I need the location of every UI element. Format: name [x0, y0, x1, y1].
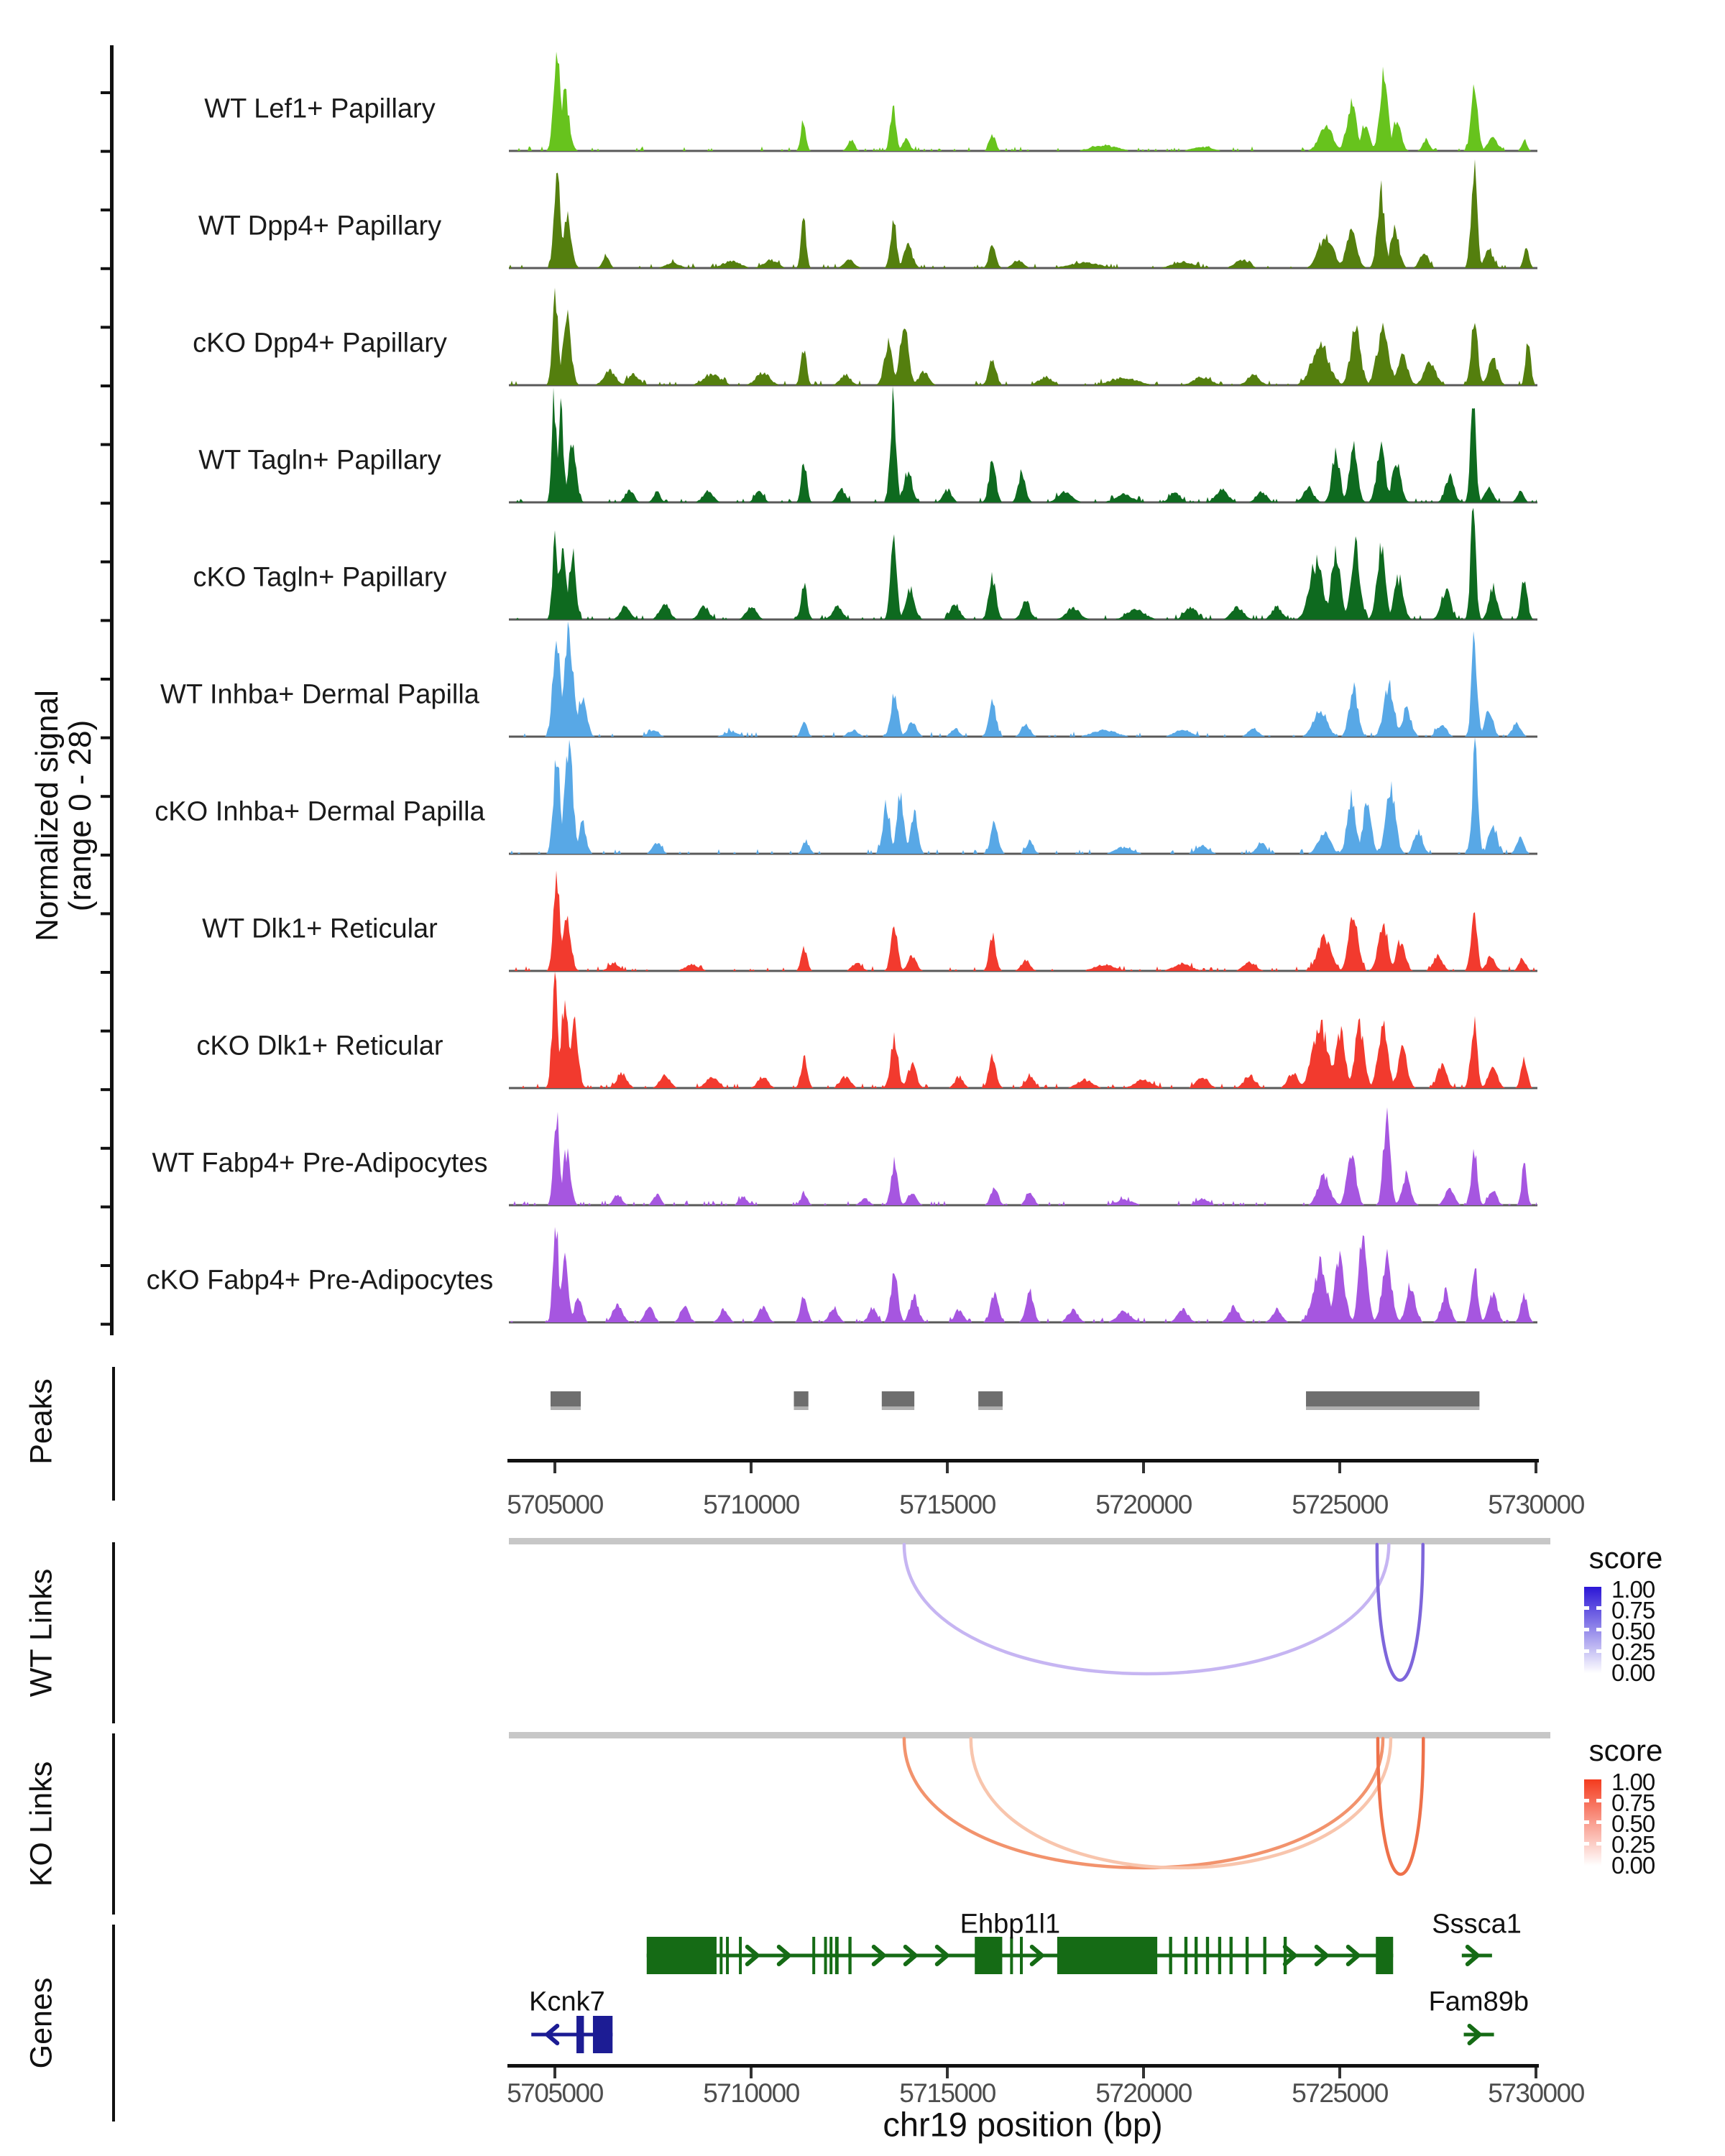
gene-exon: [1184, 1937, 1187, 1974]
ko-legend-tick-label: 0.75: [1611, 1789, 1655, 1816]
gene-exon: [835, 1937, 839, 1974]
axis-tick: [101, 971, 112, 974]
wt-legend-tick-label: 0.75: [1611, 1597, 1655, 1623]
wt-axis-bar: [509, 1538, 1550, 1544]
position-axis-line: [507, 1459, 1539, 1462]
gene-exon: [576, 2016, 584, 2053]
axis-tick-label: 5715000: [899, 2078, 995, 2108]
axis-tick-label: 5705000: [507, 2078, 603, 2108]
ko-link-arc: [971, 1738, 1391, 1868]
axis-tick: [101, 737, 112, 740]
gene-label: Sssca1: [1432, 1909, 1522, 1940]
coverage-area: [509, 508, 1537, 619]
wt-link-arc: [904, 1544, 1389, 1674]
axis-tick: [553, 1462, 556, 1473]
gene-exon: [593, 2016, 612, 2053]
gene-exon: [1264, 1937, 1266, 1974]
axis-tick: [101, 267, 112, 270]
gene-exon: [1169, 1937, 1172, 1974]
axis-tick: [101, 1088, 112, 1091]
track-label: cKO Dpp4+ Papillary: [193, 328, 447, 359]
gene-exon: [647, 1937, 717, 1974]
axis-tick: [101, 1323, 112, 1326]
gene-exon: [829, 1937, 832, 1974]
peak-box: [978, 1391, 1003, 1406]
axis-tick: [101, 619, 112, 622]
peak-box-shadow: [978, 1406, 1003, 1410]
axis-tick-label: 5720000: [1095, 2078, 1192, 2108]
wt-score-legend-title: score: [1588, 1541, 1663, 1575]
axis-tick: [553, 2068, 556, 2078]
ko-legend-tick-label: 0.50: [1611, 1810, 1655, 1837]
track-label: WT Dlk1+ Reticular: [202, 913, 438, 944]
axis-tick-label: 5710000: [703, 1490, 799, 1519]
gene-exon: [1230, 1937, 1233, 1974]
axis-tick: [1142, 1462, 1145, 1473]
gene-exon: [726, 1937, 729, 1974]
track-label: cKO Fabp4+ Pre-Adipocytes: [146, 1265, 494, 1296]
track-label: WT Fabp4+ Pre-Adipocytes: [152, 1148, 488, 1179]
axis-tick: [946, 1462, 949, 1473]
ko-links-section-text: KO Links: [24, 1761, 59, 1887]
gene-exon: [824, 1937, 827, 1974]
ko-legend-tick-label: 0.25: [1611, 1831, 1655, 1858]
gene-label: Kcnk7: [529, 1986, 605, 2017]
coverage-area: [509, 1227, 1537, 1322]
peak-box: [1306, 1391, 1479, 1406]
coverage-area: [509, 160, 1537, 268]
axis-tick: [101, 1147, 112, 1150]
coverage-area: [509, 52, 1537, 151]
axis-tick: [101, 384, 112, 387]
ko-link-arc: [1378, 1738, 1423, 1874]
ko-legend-tick-label: 1.00: [1611, 1769, 1655, 1795]
axis-tick: [750, 1462, 753, 1473]
gene-exon: [1020, 1937, 1023, 1974]
axis-tick: [101, 502, 112, 505]
ko-bracket-line: [112, 1733, 115, 1915]
ko-score-legend-title: score: [1588, 1733, 1663, 1767]
wt-links-section-text: WT Links: [24, 1568, 59, 1697]
wt-legend-tick-label: 1.00: [1611, 1576, 1655, 1603]
gene-exon: [1206, 1937, 1209, 1974]
axis-tick-label: 5730000: [1488, 2078, 1584, 2108]
axis-tick: [101, 1264, 112, 1267]
gene-exon: [1195, 1937, 1197, 1974]
tracks-axis-line: [110, 45, 114, 1335]
ko-axis-bar: [509, 1732, 1550, 1738]
axis-tick: [1338, 2068, 1341, 2078]
axis-tick: [101, 1030, 112, 1033]
coverage-area: [509, 287, 1537, 385]
axis-tick: [750, 2068, 753, 2078]
gene-exon: [739, 1937, 742, 1974]
ko-legend-tick-label: 0.00: [1611, 1852, 1655, 1879]
wt-legend-tick-label: 0.50: [1611, 1618, 1655, 1644]
genes-bracket-line: [112, 1925, 115, 2122]
peak-box-shadow: [882, 1406, 914, 1410]
axis-tick: [946, 2068, 949, 2078]
gene-exon: [1057, 1937, 1157, 1974]
peak-box: [882, 1391, 914, 1406]
axis-tick: [101, 1205, 112, 1208]
axis-tick-label: 5710000: [703, 2078, 799, 2108]
gene-label: Fam89b: [1428, 1986, 1529, 2017]
peaks-bracket-line: [112, 1367, 115, 1501]
peaks-section-text: Peaks: [24, 1378, 59, 1465]
peak-box-shadow: [551, 1406, 581, 1410]
track-label: cKO Inhba+ Dermal Papilla: [155, 796, 485, 827]
axis-tick: [101, 443, 112, 446]
x-axis-title: chr19 position (bp): [883, 2105, 1163, 2144]
axis-tick: [101, 91, 112, 94]
ko-link-arc: [904, 1738, 1383, 1868]
axis-tick: [1535, 2068, 1537, 2078]
coverage-area: [509, 386, 1537, 502]
peak-box: [794, 1391, 809, 1406]
gene-exon: [1218, 1937, 1221, 1974]
gene-exon: [1284, 1937, 1287, 1974]
axis-tick-label: 5705000: [507, 1490, 603, 1519]
axis-tick-label: 5725000: [1292, 1490, 1388, 1519]
coverage-area: [509, 972, 1537, 1088]
axis-tick: [101, 854, 112, 857]
coverage-area: [509, 622, 1537, 737]
axis-tick: [101, 795, 112, 798]
axis-tick: [101, 208, 112, 211]
axis-tick-label: 5730000: [1488, 1490, 1584, 1519]
axis-tick: [1535, 1462, 1537, 1473]
position-axis-line: [507, 2064, 1539, 2068]
track-label: cKO Tagln+ Papillary: [193, 562, 447, 593]
gene-label: Ehbp1l1: [960, 1909, 1061, 1940]
peak-box: [551, 1391, 581, 1406]
peak-box-shadow: [794, 1406, 809, 1410]
axis-tick-label: 5720000: [1095, 1490, 1192, 1519]
wt-link-arc: [1377, 1544, 1423, 1680]
gene-exon: [1376, 1937, 1393, 1974]
axis-tick: [1338, 1462, 1341, 1473]
track-label: cKO Dlk1+ Reticular: [196, 1031, 443, 1061]
wt-bracket-line: [112, 1542, 115, 1723]
genes-section-text: Genes: [24, 1977, 59, 2069]
coverage-area: [509, 870, 1537, 971]
track-label: WT Dpp4+ Papillary: [198, 211, 442, 241]
gene-exon: [812, 1937, 815, 1974]
axis-tick: [101, 326, 112, 328]
track-label: WT Tagln+ Papillary: [198, 445, 441, 476]
y-axis-label-text-1: Normalized signal: [29, 690, 65, 941]
wt-legend-tick-label: 0.25: [1611, 1639, 1655, 1665]
axis-tick-label: 5725000: [1292, 2078, 1388, 2108]
gene-exon: [975, 1937, 1002, 1974]
axis-tick: [101, 678, 112, 681]
y-axis-label-text-2: (range 0 - 28): [63, 719, 98, 912]
track-label: WT Lef1+ Papillary: [204, 93, 436, 124]
wt-legend-tick-label: 0.00: [1611, 1659, 1655, 1686]
track-label: WT Inhba+ Dermal Papilla: [160, 679, 479, 710]
gene-exon: [1246, 1937, 1248, 1974]
axis-tick: [101, 561, 112, 563]
gene-exon: [848, 1937, 851, 1974]
peak-box-shadow: [1306, 1406, 1479, 1410]
axis-tick: [1142, 2068, 1145, 2078]
coverage-area: [509, 737, 1537, 854]
axis-tick-label: 5715000: [899, 1490, 995, 1519]
gene-exon: [1010, 1937, 1013, 1974]
axis-tick: [101, 150, 112, 153]
coverage-area: [509, 1107, 1537, 1205]
gene-exon: [719, 1937, 722, 1974]
axis-tick: [101, 912, 112, 915]
